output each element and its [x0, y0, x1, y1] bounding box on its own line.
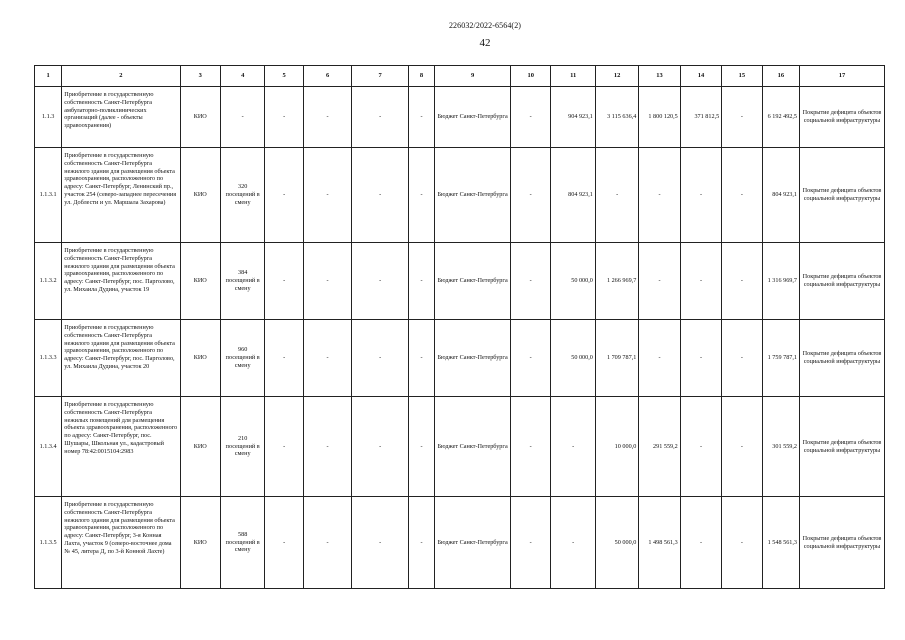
row-funding-source: Бюджет Санкт-Петербурга: [435, 243, 511, 320]
row-code: 1.1.3: [35, 87, 62, 148]
row-funding-source: Бюджет Санкт-Петербурга: [435, 397, 511, 497]
row-col11: 50 000,0: [551, 243, 595, 320]
row-result: Покрытие дефицита объектов социальной инфраструктуры: [800, 320, 885, 397]
row-col8: -: [408, 148, 434, 243]
row-description: Приобретение в государственную собственность Санкт-Петербурга нежилого здания для размещения объекта здравоохранения, расположенного по адресу: Санкт-Петербург, Ленинский пр., участок 254 (северо-западнее пересечения ул. Доблести и ул. Маршала Захарова): [62, 148, 180, 243]
table-header-row: [35, 66, 885, 87]
row-code: 1.1.3.5: [35, 497, 62, 589]
row-col12: 1 266 969,7: [595, 243, 638, 320]
row-col15: -: [722, 397, 762, 497]
column-header: 5: [265, 66, 303, 87]
row-funding-source: Бюджет Санкт-Петербурга: [435, 497, 511, 589]
row-col7: -: [352, 243, 409, 320]
row-col10: -: [510, 243, 550, 320]
row-funding-source: Бюджет Санкт-Петербурга: [435, 320, 511, 397]
page-number: 42: [479, 37, 491, 49]
column-header: 7: [352, 66, 409, 87]
row-col12: 1 709 787,1: [595, 320, 638, 397]
column-header: 4: [220, 66, 264, 87]
column-header: 8: [408, 66, 434, 87]
row-col13: -: [639, 243, 680, 320]
row-col12: 10 000,0: [595, 397, 638, 497]
row-col5: -: [265, 87, 303, 148]
row-col10: -: [510, 497, 550, 589]
row-capacity: -: [220, 87, 264, 148]
column-header: 10: [510, 66, 550, 87]
column-header: 15: [722, 66, 762, 87]
row-col13: -: [639, 148, 680, 243]
row-col10: -: [510, 148, 550, 243]
column-header: 11: [551, 66, 595, 87]
row-executor: КИО: [180, 397, 220, 497]
row-col6: -: [303, 320, 352, 397]
row-total: 301 559,2: [762, 397, 799, 497]
row-funding-source: Бюджет Санкт-Петербурга: [435, 87, 511, 148]
row-col7: -: [352, 320, 409, 397]
row-col11: 904 923,1: [551, 87, 595, 148]
row-result: Покрытие дефицита объектов социальной инфраструктуры: [800, 87, 885, 148]
table-row: [35, 320, 885, 397]
row-col14: -: [680, 497, 721, 589]
row-col5: -: [265, 148, 303, 243]
row-col5: -: [265, 320, 303, 397]
row-col15: -: [722, 320, 762, 397]
row-col8: -: [408, 397, 434, 497]
row-col5: -: [265, 397, 303, 497]
column-header: 1: [35, 66, 62, 87]
row-capacity: 960 посещений в смену: [220, 320, 264, 397]
row-col7: -: [352, 397, 409, 497]
row-code: 1.1.3.4: [35, 397, 62, 497]
row-col6: -: [303, 87, 352, 148]
row-col5: -: [265, 243, 303, 320]
row-col14: -: [680, 320, 721, 397]
table-row: [35, 87, 885, 148]
column-header: 6: [303, 66, 352, 87]
table-row: [35, 243, 885, 320]
row-col15: -: [722, 497, 762, 589]
row-code: 1.1.3.2: [35, 243, 62, 320]
row-col11: -: [551, 497, 595, 589]
row-capacity: 384 посещений в смену: [220, 243, 264, 320]
row-col12: -: [595, 148, 638, 243]
row-col6: -: [303, 243, 352, 320]
row-capacity: 588 посещений в смену: [220, 497, 264, 589]
row-total: 6 192 492,5: [762, 87, 799, 148]
document-id: 226032/2022-6564(2): [448, 21, 522, 30]
row-col14: -: [680, 397, 721, 497]
program-table: [34, 65, 885, 589]
row-col5: -: [265, 497, 303, 589]
row-col6: -: [303, 148, 352, 243]
row-total: 1 316 969,7: [762, 243, 799, 320]
row-col11: 50 000,0: [551, 320, 595, 397]
row-col10: -: [510, 87, 550, 148]
row-executor: КИО: [180, 320, 220, 397]
column-header: 9: [435, 66, 511, 87]
row-col12: 3 115 636,4: [595, 87, 638, 148]
column-header: 12: [595, 66, 638, 87]
row-col7: -: [352, 148, 409, 243]
row-code: 1.1.3.3: [35, 320, 62, 397]
row-col7: -: [352, 87, 409, 148]
column-header: 13: [639, 66, 680, 87]
row-col15: -: [722, 148, 762, 243]
row-col6: -: [303, 397, 352, 497]
row-col13: 291 559,2: [639, 397, 680, 497]
row-col8: -: [408, 87, 434, 148]
table-row: [35, 148, 885, 243]
row-col11: 804 923,1: [551, 148, 595, 243]
row-col11: -: [551, 397, 595, 497]
row-result: Покрытие дефицита объектов социальной инфраструктуры: [800, 497, 885, 589]
row-col13: 1 498 561,3: [639, 497, 680, 589]
column-header: 14: [680, 66, 721, 87]
column-header: 3: [180, 66, 220, 87]
row-col15: -: [722, 87, 762, 148]
row-col7: -: [352, 497, 409, 589]
row-col8: -: [408, 497, 434, 589]
row-description: Приобретение в государственную собственность Санкт-Петербурга нежилого здания для размещения объекта здравоохранения, расположенного по адресу: Санкт-Петербург, 3-я Конная Лахта, участок 9 (северо-восточнее дома № 45, литера Д, по 3-й Конной Лахте): [62, 497, 180, 589]
row-total: 804 923,1: [762, 148, 799, 243]
row-result: Покрытие дефицита объектов социальной инфраструктуры: [800, 243, 885, 320]
row-result: Покрытие дефицита объектов социальной инфраструктуры: [800, 148, 885, 243]
row-capacity: 210 посещений в смену: [220, 397, 264, 497]
row-funding-source: Бюджет Санкт-Петербурга: [435, 148, 511, 243]
row-col14: -: [680, 148, 721, 243]
row-executor: КИО: [180, 87, 220, 148]
row-capacity: 320 посещений в смену: [220, 148, 264, 243]
row-result: Покрытие дефицита объектов социальной инфраструктуры: [800, 397, 885, 497]
row-col10: -: [510, 320, 550, 397]
row-col13: -: [639, 320, 680, 397]
row-description: Приобретение в государственную собственность Санкт-Петербурга нежилого здания для размещения объекта здравоохранения, расположенного по адресу: Санкт-Петербург, пос. Парголово, ул. Михаила Дудина, участок 19: [62, 243, 180, 320]
row-description: Приобретение в государственную собственность Санкт-Петербурга амбулаторно-поликлинических организаций (далее - объекты здравоохранения): [62, 87, 180, 148]
column-header: 16: [762, 66, 799, 87]
row-executor: КИО: [180, 243, 220, 320]
column-header: 2: [62, 66, 180, 87]
row-col15: -: [722, 243, 762, 320]
row-col8: -: [408, 320, 434, 397]
row-description: Приобретение в государственную собственность Санкт-Петербурга нежилого здания для размещения объекта здравоохранения, расположенного по адресу: Санкт-Петербург, пос. Парголово, ул. Михаила Дудина, участок 20: [62, 320, 180, 397]
row-col12: 50 000,0: [595, 497, 638, 589]
column-header: 17: [800, 66, 885, 87]
row-col14: 371 812,5: [680, 87, 721, 148]
row-col13: 1 800 120,5: [639, 87, 680, 148]
row-col8: -: [408, 243, 434, 320]
row-executor: КИО: [180, 148, 220, 243]
row-total: 1 759 787,1: [762, 320, 799, 397]
table-row: [35, 397, 885, 497]
row-description: Приобретение в государственную собственность Санкт-Петербурга нежилых помещений для размещения объекта здравоохранения, расположенного по адресу: Санкт-Петербург, пос. Шушары, Школьная ул., кадастровый номер 78:42:0015104:2983: [62, 397, 180, 497]
table-row: [35, 497, 885, 589]
row-code: 1.1.3.1: [35, 148, 62, 243]
row-executor: КИО: [180, 497, 220, 589]
row-col14: -: [680, 243, 721, 320]
row-col6: -: [303, 497, 352, 589]
row-col10: -: [510, 397, 550, 497]
row-total: 1 548 561,3: [762, 497, 799, 589]
